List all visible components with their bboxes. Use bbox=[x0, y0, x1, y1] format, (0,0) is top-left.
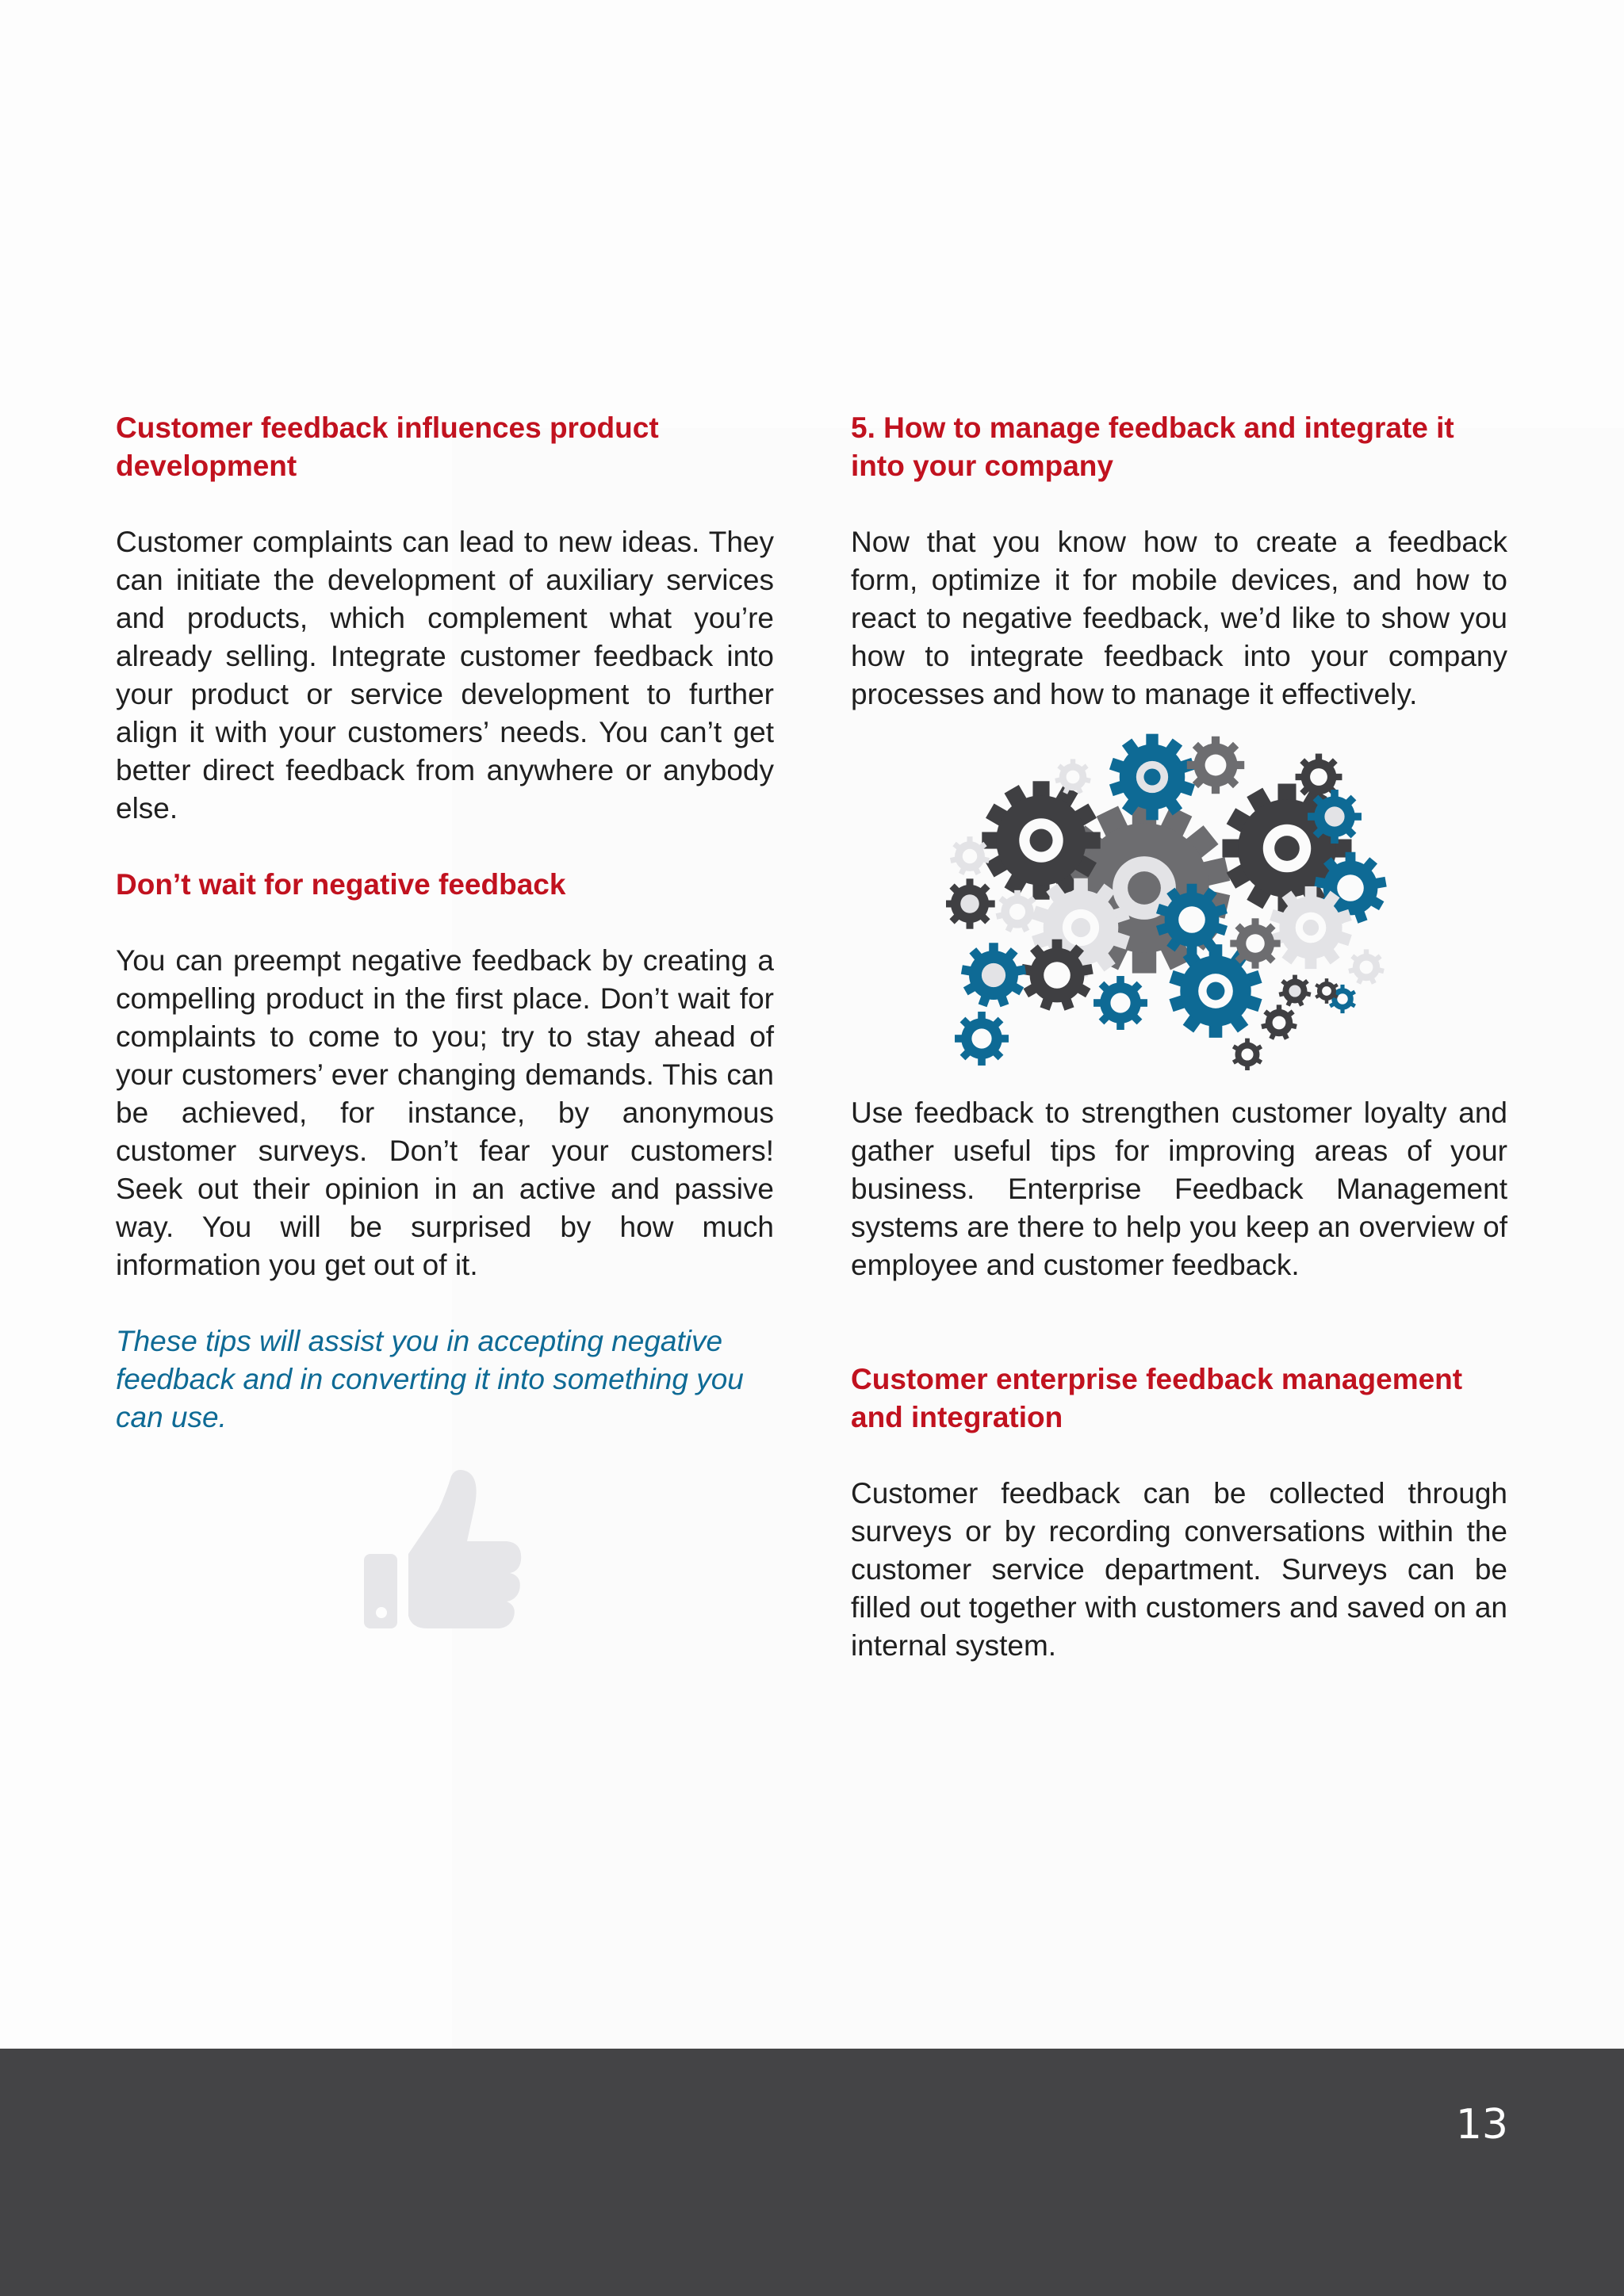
gear-shape bbox=[1055, 759, 1091, 794]
paragraph-enterprise-feedback: Customer feedback can be collected through surveys or by recording conversations within the customer service department. Surveys can be filled out together with customers and saved on an internal system. bbox=[851, 1477, 1507, 1662]
paragraph-negative-feedback: You can preempt negative feedback by creating a compelling product in the first place. Don’t wait for complaints to come to you; try to stay ahead of your customers’ ever changing demands. This can be achieved, for instance, by anonymous customer surveys. Don’t fear your customers! Seek out their opinion in an active and passive way. You will be surprised by how much information you get out of it. bbox=[116, 944, 774, 1281]
section-heading-negative-feedback: Don’t wait for negative feedback bbox=[116, 868, 566, 901]
gears-illustration bbox=[946, 729, 1406, 1070]
gear-shape bbox=[946, 878, 995, 928]
paragraph-product-development: Customer complaints can lead to new ideas. They can initiate the development of auxiliary services and products, which complement what you’re already selling. Integrate customer feedback into your product or service development to further align it with your customers’ needs. You can’t get better direct feedback from anywhere or anybody else. bbox=[116, 526, 774, 825]
gear-shape bbox=[1094, 976, 1147, 1030]
section-heading-enterprise-feedback: Customer enterprise feedback management and integration bbox=[851, 1363, 1463, 1433]
gear-shape bbox=[1261, 1004, 1297, 1039]
tip-callout: These tips will assist you in accepting negative feedback and in converting it into something you can use. bbox=[116, 1325, 744, 1433]
thumbs-up-icon bbox=[364, 1468, 523, 1635]
paragraph-manage-feedback-intro: Now that you know how to create a feedback form, optimize it for mobile devices, and how to react to negative feedback, we’d like to show you how to integrate feedback into your company processes and how to manage it effectively. bbox=[851, 526, 1507, 710]
section-heading-product-development: Customer feedback influences product development bbox=[116, 411, 659, 482]
gear-shape bbox=[1348, 949, 1385, 984]
gear-shape bbox=[1308, 790, 1362, 844]
gear-shape bbox=[961, 943, 1026, 1007]
right-column bbox=[851, 409, 1507, 1665]
page-footer bbox=[0, 2049, 1624, 2296]
gear-shape bbox=[955, 1012, 1009, 1066]
page-number: 13 bbox=[1455, 2101, 1508, 2149]
gear-shape bbox=[1278, 975, 1311, 1007]
gear-shape bbox=[996, 890, 1040, 932]
paragraph-customer-loyalty: Use feedback to strengthen customer loyalty and gather useful tips for improving areas of your business. Enterprise Feedback Management systems are there to help you keep an overview of employee and customer feedback. bbox=[851, 1096, 1507, 1281]
gear-shape bbox=[1109, 734, 1195, 821]
gear-shape bbox=[1187, 737, 1244, 794]
left-column bbox=[116, 409, 774, 1635]
gear-shape bbox=[1232, 1039, 1262, 1070]
gear-shape bbox=[1021, 939, 1093, 1011]
gear-shape bbox=[950, 836, 990, 875]
section-heading-manage-feedback: 5. How to manage feedback and integrate it into your company bbox=[851, 411, 1454, 482]
gear-shape bbox=[1230, 918, 1280, 968]
